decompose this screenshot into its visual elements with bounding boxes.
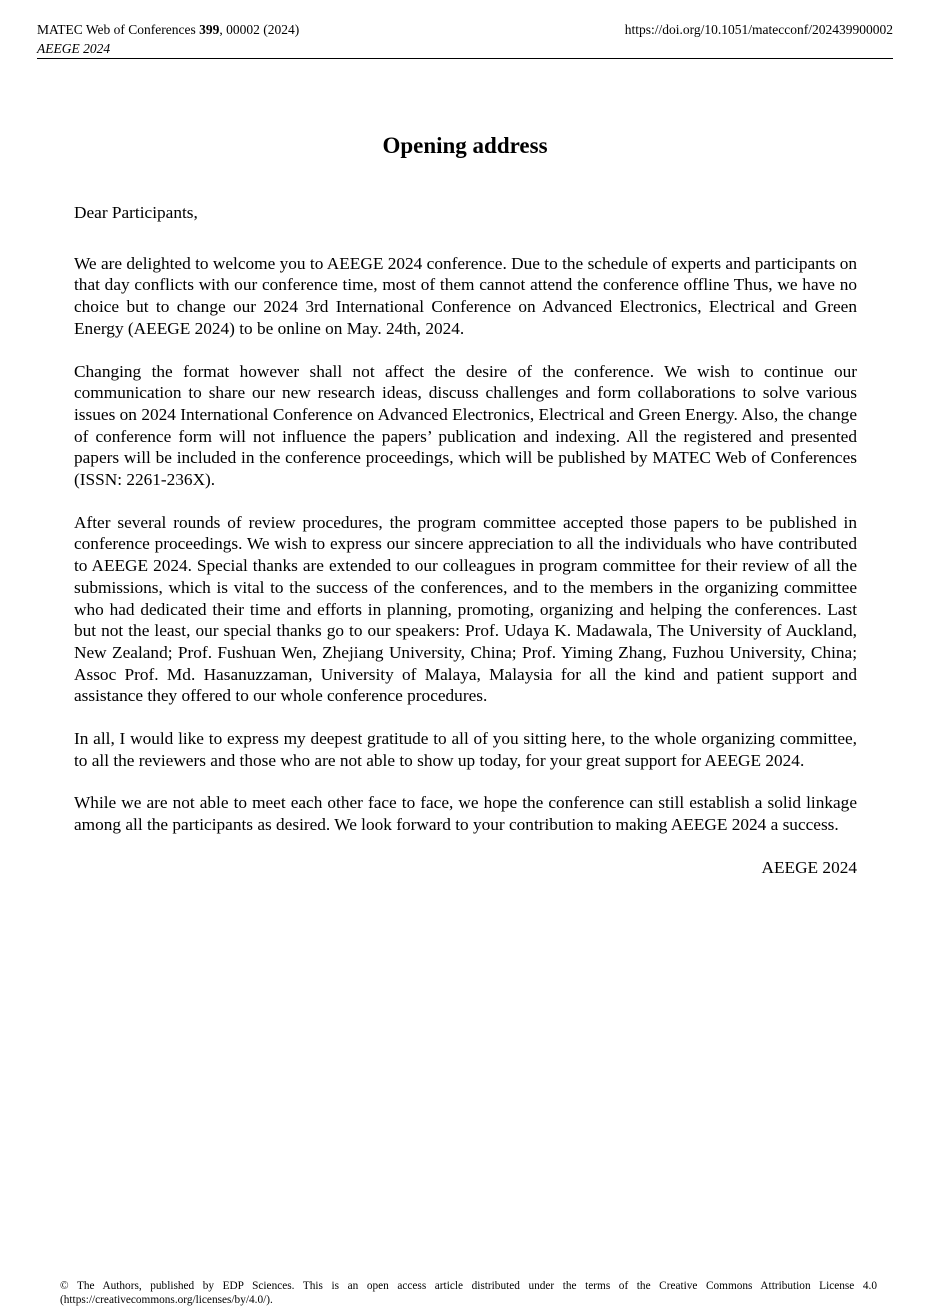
paragraph-3: After several rounds of review procedures, the program committee accepted those papers to be published in conference proceedings. We wish to express our sincere appreciation to all the individuals who have contributed to AEEGE 2024. Special thanks are extended to our colleagues in program committee for their review of all the submissions, which is vital to the success of the conferences, and to the members in the organizing committee who had dedicated their time and efforts in planning, promoting, organizing and helping the conferences. Last but not the least, our special thanks go to our speakers: Prof. Udaya K. Madawala, The University of Auckland, New Zealand; Prof. Fushuan Wen, Zhejiang University, China; Prof. Yiming Zhang, Fuzhou University, China; Assoc Prof. Md. Hasanuzzaman, University of Malaya, Malaysia for all the kind and patient support and assistance they offered to our whole conference procedures. (74, 512, 857, 706)
signature: AEEGE 2024 (761, 857, 857, 877)
page-title: Opening address (382, 133, 548, 158)
paragraph-1: We are delighted to welcome you to AEEGE 2024 conference. Due to the schedule of experts and participants on that day conflicts with our conference time, most of them cannot attend the conference offline Thus, we have no choice but to change our 2024 3rd International Conference on Advanced Electronics, Electrical and Green Energy (AEEGE 2024) to be online on May. 24th, 2024. (74, 253, 857, 338)
paragraph-2: Changing the format however shall not affect the desire of the conference. We wish to continue our communication to share our new research ideas, discuss challenges and form collaborations to solve various issues on 2024 International Conference on Advanced Electronics, Electrical and Green Energy. Also, the change of conference form will not influence the papers’ publication and indexing. All the registered and presented papers will be included in the conference proceedings, which will be published by MATEC Web of Conferences (ISSN: 2261-236X). (74, 361, 857, 490)
paragraph-4: In all, I would like to express my deepest gratitude to all of you sitting here, to the whole organizing committee, to all the reviewers and those who are not able to show up today, for your great support for AEEGE 2024. (74, 729, 857, 770)
journal-volume: 399 (199, 22, 220, 37)
salutation: Dear Participants, (74, 203, 198, 222)
running-header (37, 20, 893, 59)
paragraph-5: While we are not able to meet each other face to face, we hope the conference can still establish a solid linkage among all the participants as desired. We look forward to your contribution to making AEEGE 2024 a success. (74, 793, 857, 835)
journal-citation (37, 20, 299, 39)
body-text (74, 202, 857, 900)
header-left (37, 20, 299, 58)
license-footer: © The Authors, published by EDP Sciences. This is an open access article distributed under the terms of the Creative Commons Attribution License 4.0 (https://creativecommons.org/licenses/by/4.0/). (60, 1280, 877, 1306)
journal-name: MATEC Web of Conferences (37, 22, 200, 37)
conference-name: AEEGE 2024 (37, 41, 111, 56)
doi-link[interactable]: https://doi.org/10.1051/matecconf/202439900002 (624, 22, 893, 37)
article-info: , 00002 (2024) (219, 22, 300, 37)
